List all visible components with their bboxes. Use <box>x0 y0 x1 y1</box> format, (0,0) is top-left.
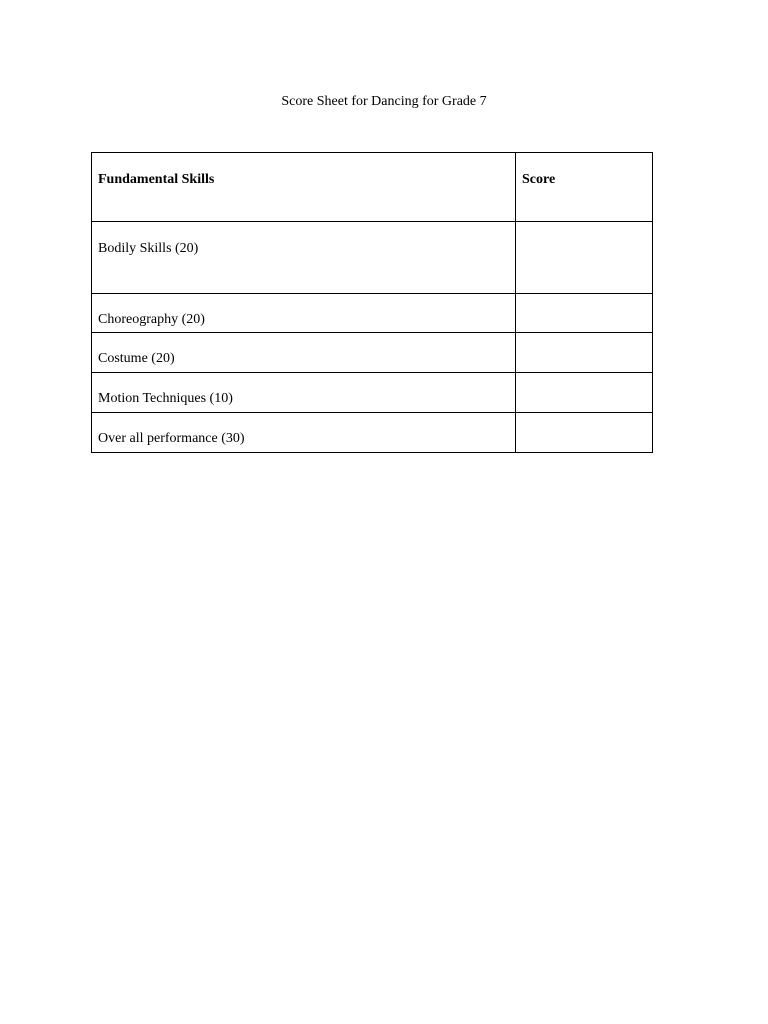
score-cell[interactable] <box>516 333 653 373</box>
score-cell[interactable] <box>516 373 653 413</box>
header-fundamental-skills: Fundamental Skills <box>92 153 516 222</box>
table-row <box>92 373 653 413</box>
score-table <box>91 152 653 453</box>
table-row <box>92 222 653 294</box>
table-header-row <box>92 153 653 222</box>
skill-cell: Over all performance (30) <box>92 413 516 453</box>
score-cell[interactable] <box>516 222 653 294</box>
table-row <box>92 333 653 373</box>
page-title: Score Sheet for Dancing for Grade 7 <box>281 94 487 109</box>
skill-cell: Costume (20) <box>92 333 516 373</box>
skill-cell: Choreography (20) <box>92 294 516 333</box>
skill-cell: Bodily Skills (20) <box>92 222 516 294</box>
score-cell[interactable] <box>516 413 653 453</box>
table-row <box>92 294 653 333</box>
table-row <box>92 413 653 453</box>
skill-cell: Motion Techniques (10) <box>92 373 516 413</box>
header-score: Score <box>516 153 653 222</box>
score-cell[interactable] <box>516 294 653 333</box>
